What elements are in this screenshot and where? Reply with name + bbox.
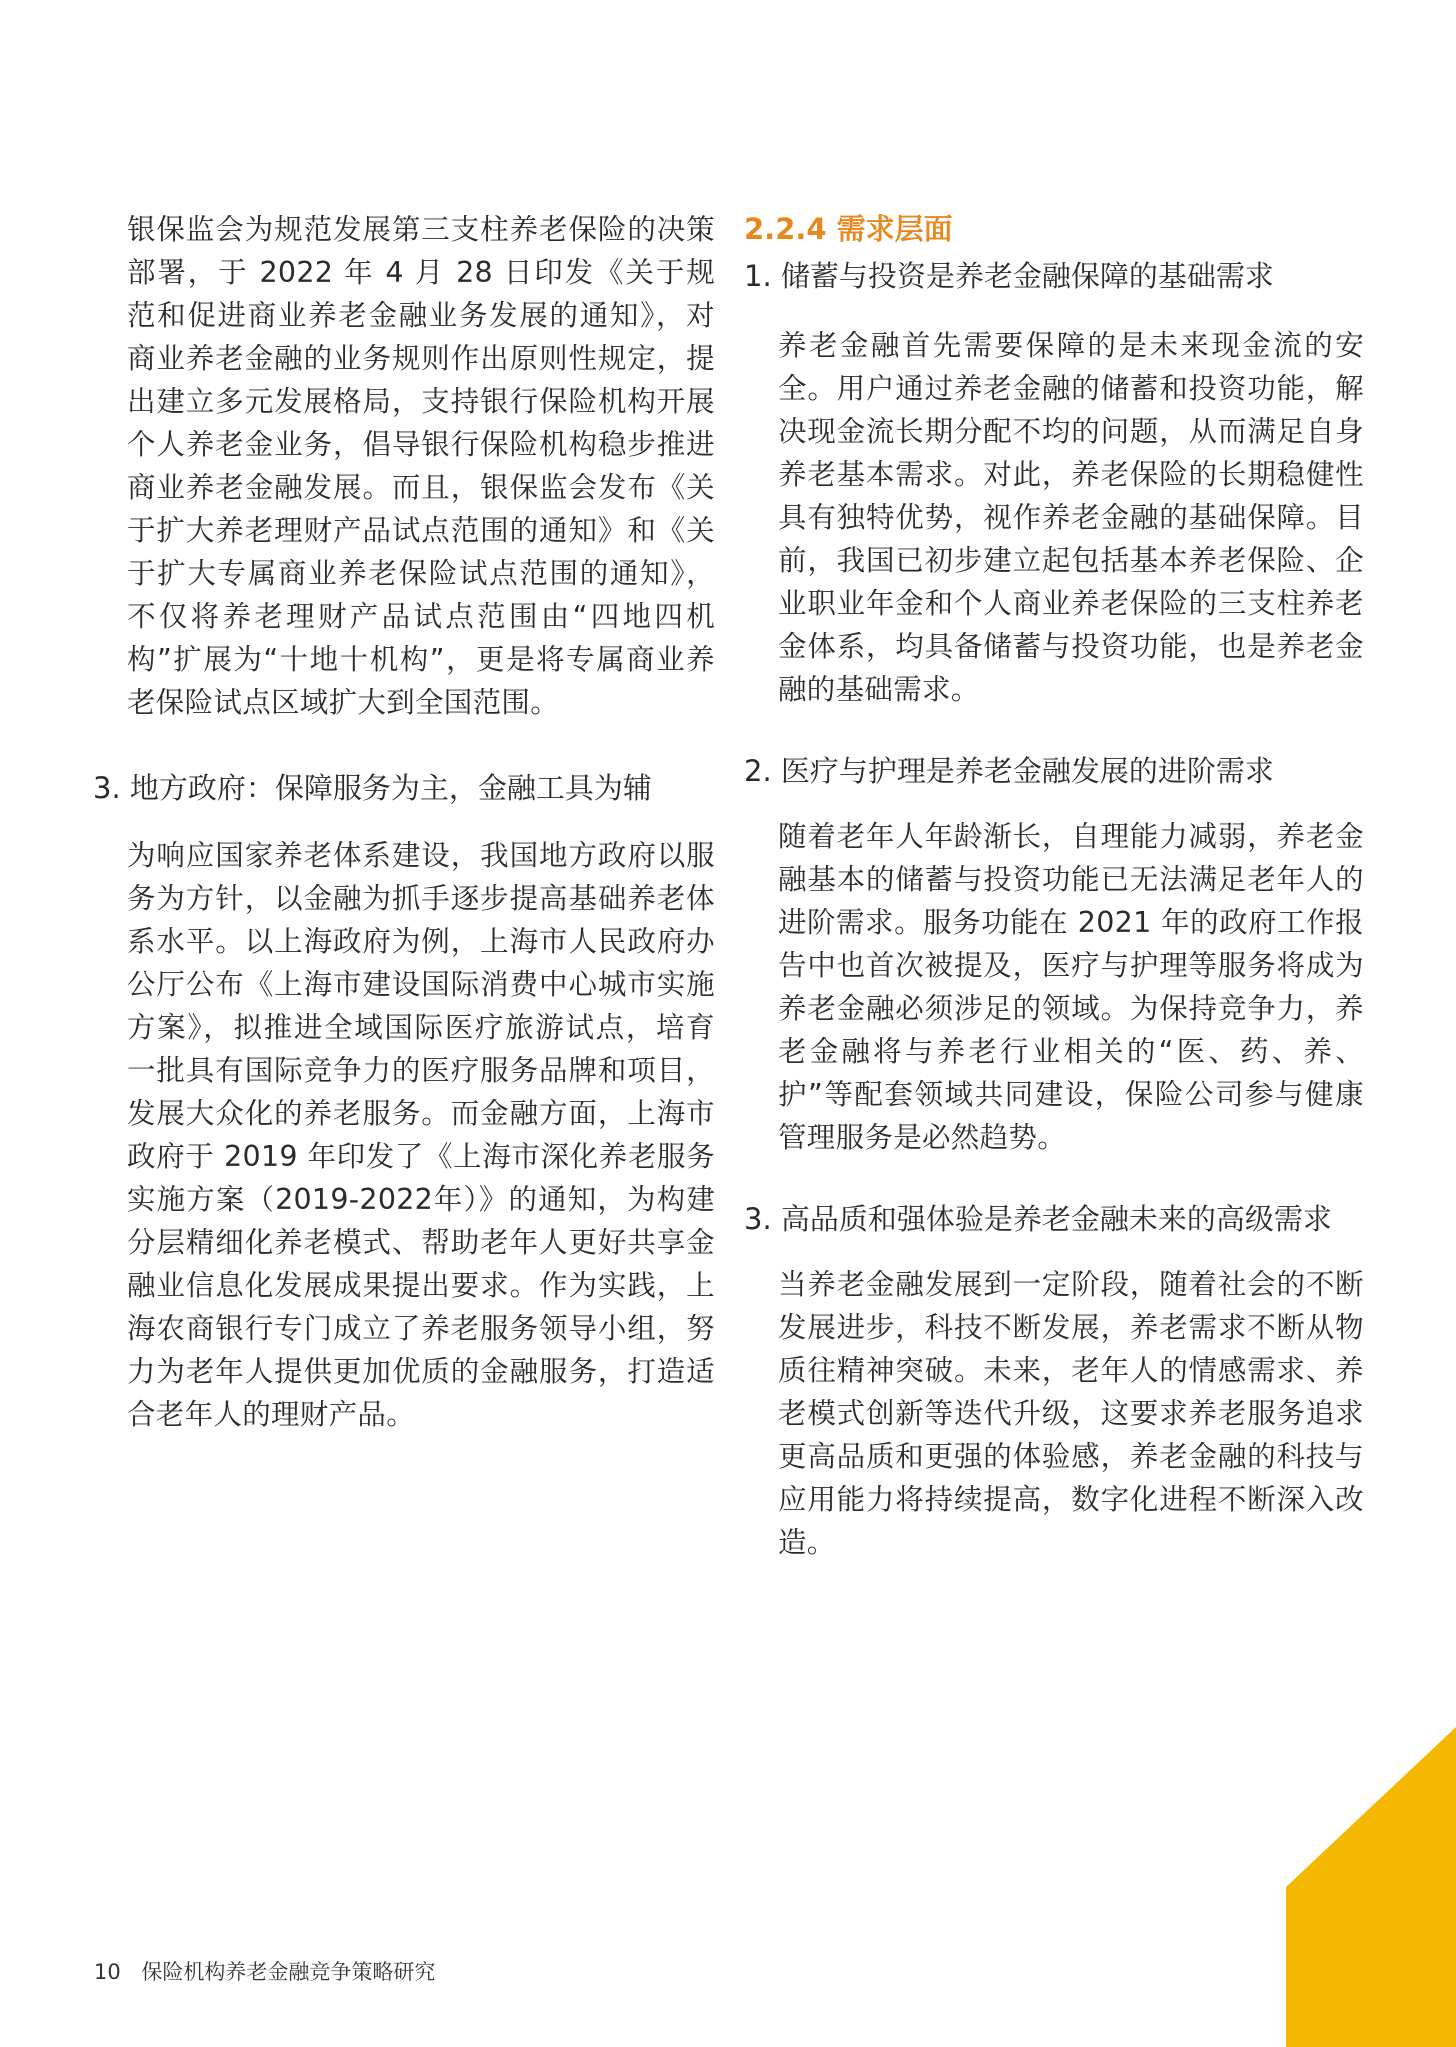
body-paragraph: 随着老年人年龄渐长，自理能力减弱，养老金融基本的储蓄与投资功能已无法满足老年人的进阶需求。服务功能在 2021 年的政府工作报告中也首次被提及，医疗与护理等服务将成为养老金融必须涉足的领域。为保持竞争力，养老金融将与养老行业相关的“医、药、养、护”等配套领域共同建设，保险公司参与健康管理服务是必然趋势。 — [778, 820, 1364, 1154]
list-item-heading: 2. 医疗与护理是养老金融发展的进阶需求 — [744, 754, 1274, 788]
page-number: 10 — [94, 1960, 121, 1984]
page-footer — [94, 1956, 435, 1986]
body-paragraph: 养老金融首先需要保障的是未来现金流的安全。用户通过养老金融的储蓄和投资功能，解决现金流长期分配不均的问题，从而满足自身养老基本需求。对此，养老保险的长期稳健性具有独特优势，视作养老金融的基础保障。目前，我国已初步建立起包括基本养老保险、企业职业年金和个人商业养老保险的三支柱养老金体系，均具备储蓄与投资功能，也是养老金融的基础需求。 — [778, 329, 1364, 706]
triangle-shape — [1286, 1727, 1456, 2047]
body-paragraph: 为响应国家养老体系建设，我国地方政府以服务为方针，以金融为抓手逐步提高基础养老体系水平。以上海政府为例，上海市人民政府办公厅公布《上海市建设国际消费中心城市实施方案》，拟推进全域国际医疗旅游试点，培育一批具有国际竞争力的医疗服务品牌和项目，发展大众化的养老服务。而金融方面，上海市政府于 2019 年印发了《上海市深化养老服务实施方案（2019-2022年）》的通知，为构建分层精细化养老模式、帮助老年人更好共享金融业信息化发展成果提出要求。作为实践，上海农商银行专门成立了养老服务领导小组，努力为老年人提供更加优质的金融服务，打造适合老年人的理财产品。 — [127, 839, 715, 1431]
body-paragraph: 银保监会为规范发展第三支柱养老保险的决策部署，于 2022 年 4 月 28 日印发《关于规范和促进商业养老金融业务发展的通知》，对商业养老金融的业务规则作出原则性规定，提出建立多元发展格局，支持银行保险机构开展个人养老金业务，倡导银行保险机构稳步推进商业养老金融发展。而且，银保监会发布《关于扩大养老理财产品试点范围的通知》和《关于扩大专属商业养老保险试点范围的通知》，不仅将养老理财产品试点范围由“四地四机构”扩展为“十地十机构”，更是将专属商业养老保险试点区域扩大到全国范围。 — [127, 213, 715, 719]
body-paragraph: 当养老金融发展到一定阶段，随着社会的不断发展进步，科技不断发展，养老需求不断从物质往精神突破。未来，老年人的情感需求、养老模式创新等迭代升级，这要求养老服务追求更高品质和更强的体验感，养老金融的科技与应用能力将持续提高，数字化进程不断深入改造。 — [778, 1268, 1364, 1559]
list-item-heading: 3. 地方政府：保障服务为主，金融工具为辅 — [93, 771, 652, 805]
list-item-heading: 3. 高品质和强体验是养老金融未来的高级需求 — [744, 1202, 1332, 1236]
section-title: 2.2.4 需求层面 — [744, 212, 953, 246]
right-column — [744, 208, 1364, 1564]
left-column — [93, 208, 715, 1436]
list-item-heading: 1. 储蓄与投资是养老金融保障的基础需求 — [744, 259, 1274, 293]
yellow-triangle-decoration — [1286, 1727, 1456, 2047]
footer-doc-title: 保险机构养老金融竞争策略研究 — [141, 1960, 436, 1984]
